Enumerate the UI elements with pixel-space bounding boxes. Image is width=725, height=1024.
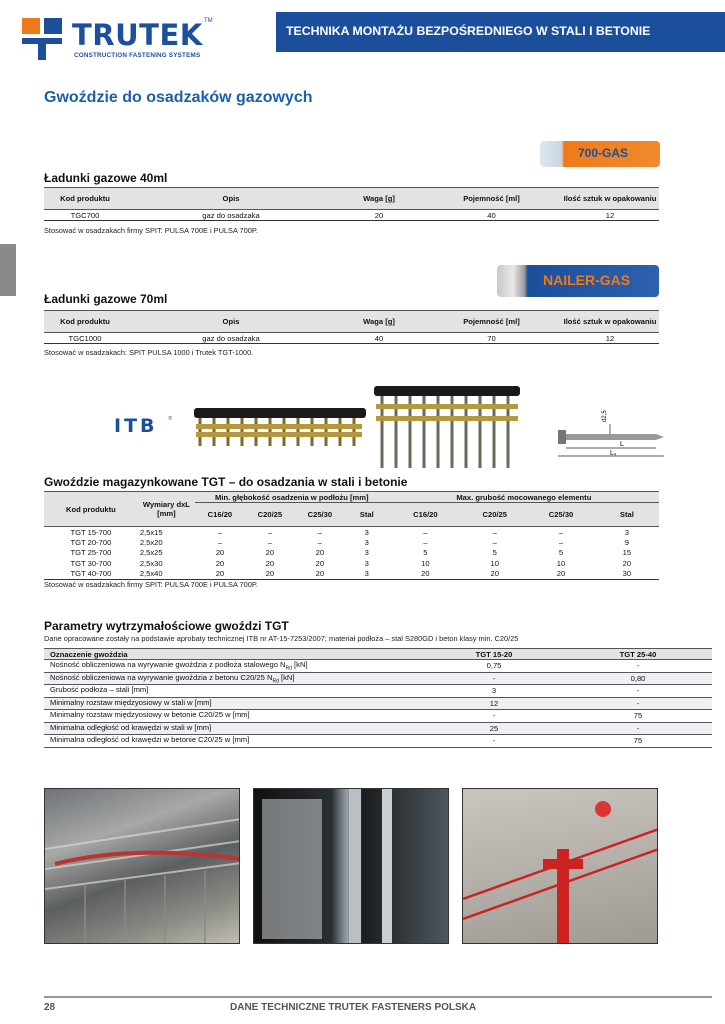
table-row: Minimalna odległość od krawędzi w stali w [mm] 25 - xyxy=(44,722,712,735)
trutek-logo-mark-icon xyxy=(18,14,66,62)
footer-text: DANE TECHNICZNE TRUTEK FASTENERS POLSKA xyxy=(230,1002,477,1013)
nail-strip-long-image xyxy=(372,382,524,474)
gas70-table xyxy=(44,310,659,344)
photo-ceiling-installation xyxy=(44,788,240,944)
gas40-note: Stosować w osadzakach firmy SPIT: PULSA 700E i PULSA 700P. xyxy=(44,226,258,235)
table-row: TGT 20-700 2,5x20 – – – 3 – – – 9 xyxy=(70,537,629,547)
table-row: Nośność obliczeniowa na wyrywanie gwoździa z betonu C20/25 $N_{Rd}$ [kN] - 0,80 xyxy=(44,672,712,685)
diagram-total-length-label: Lₛ xyxy=(610,450,617,457)
col-qty: Ilość sztuk w opakowaniu xyxy=(561,311,659,333)
table-row: TGC1000 gaz do osadzaka 40 70 12 xyxy=(44,333,659,344)
col-tgt15-20: TGT 15-20 xyxy=(424,649,564,660)
table-row: Grubość podłoża – stali [mm] 3 - xyxy=(44,685,712,698)
gas70-note: Stosować w osadzakach: SPIT PULSA 1000 i Trutek TGT-1000. xyxy=(44,348,254,357)
side-tab xyxy=(0,244,16,296)
col-desc: Opis xyxy=(126,311,336,333)
group-max-thickness: Max. grubość mocowanego elementu xyxy=(389,492,659,503)
footer-line xyxy=(44,996,712,998)
table-row: TGT 25-700 2,5x25 20 20 20 3 5 5 5 15 xyxy=(70,548,632,558)
col-weight: Waga [g] xyxy=(336,311,422,333)
col-volume: Pojemność [ml] xyxy=(422,311,561,333)
brand-logo xyxy=(18,14,213,62)
brand-tm: TM xyxy=(204,18,213,24)
table-row: Nośność obliczeniowa na wyrywanie gwoździa z podłoża stalowego $N_{Rd}$ [kN] 0,75 - xyxy=(44,660,712,673)
photo-sprinkler-pipes xyxy=(462,788,658,944)
gas-can-40-label: 700-GAS xyxy=(578,146,629,160)
col-dims: Wymiary dxL [mm] xyxy=(138,492,195,527)
gas-can-70-label: NAILER-GAS xyxy=(543,272,631,288)
nails-table: Kod produktu Wymiary dxL [mm] Min. głębokość osadzenia w podłożu [mm] Max. grubość mocowanego elementu C16/20 C20/25 C25/30 Stal C16/20 C20/25 C25/30 Stal TGT 15-700 2,5x15 – – – 3 – – – 3 TGT 20-700 2,5x20 – – – 3 – – – 9 TGT 25-700 2,5x25 20 20 20 3 5 5 5 15 TGT 30-700 2,5x30 20 20 20 3 10 10 10 20 TGT 40-700 2,5x40 20 20 20 3 20 20 20 30 xyxy=(44,491,659,580)
brand-name: TRUTEK xyxy=(72,18,203,52)
params-title: Parametry wytrzymałościowe gwoździ TGT xyxy=(44,619,289,633)
col-weight: Waga [g] xyxy=(336,188,422,210)
gas-can-40-image xyxy=(540,141,660,167)
col-volume: Pojemność [ml] xyxy=(422,188,561,210)
params-subtitle: Dane opracowane zostały na podstawie aprobaty technicznej ITB nr AT-15-7253/2007; materiał podłoża – stal S280GD i beton klasy min. C20/25 xyxy=(44,634,519,643)
group-min-depth: Min. głębokość osadzenia w podłożu [mm] xyxy=(195,492,389,503)
table-row: TGT 30-700 2,5x30 20 20 20 3 10 10 10 20 xyxy=(70,558,632,568)
header-title: TECHNIKA MONTAŻU BEZPOŚREDNIEGO W STALI I BETONIE xyxy=(286,24,651,38)
col-designation: Oznaczenie gwoździa xyxy=(44,649,424,660)
photo-steel-profiles xyxy=(253,788,449,944)
gas40-table xyxy=(44,187,659,221)
gas-can-70-image xyxy=(497,265,659,297)
diagram-length-label: L xyxy=(620,441,624,448)
nail-strip-short-image xyxy=(192,404,368,450)
col-desc: Opis xyxy=(126,188,336,210)
nails-title: Gwoździe magazynkowane TGT – do osadzania w stali i betonie xyxy=(44,475,408,489)
table-row: Minimalna odległość od krawędzi w betonie C20/25 w [mm] - 75 xyxy=(44,735,712,748)
col-code: Kod produktu xyxy=(44,311,126,333)
gas40-title: Ładunki gazowe 40ml xyxy=(44,171,168,185)
gas70-title: Ładunki gazowe 70ml xyxy=(44,292,168,306)
params-table xyxy=(44,648,712,748)
nails-note: Stosować w osadzakach firmy SPIT: PULSA 700E i PULSA 700P. xyxy=(44,580,258,589)
col-tgt25-40: TGT 25-40 xyxy=(564,649,712,660)
col-code: Kod produktu xyxy=(44,188,126,210)
page-number: 28 xyxy=(44,1002,56,1013)
table-row: TGT 15-700 2,5x15 – – – 3 – – – 3 xyxy=(70,527,629,537)
brand-tagline: CONSTRUCTION FASTENING SYSTEMS xyxy=(74,52,201,59)
table-row: Minimalny rozstaw międzyosiowy w stali w [mm] 12 - xyxy=(44,697,712,710)
itb-logo: ITB ® xyxy=(114,415,172,437)
col-code: Kod produktu xyxy=(44,492,138,527)
table-row: TGC700 gaz do osadzaka 20 40 12 xyxy=(44,210,659,221)
nail-dimension-diagram xyxy=(540,404,680,460)
diagram-diameter-label: d2,5 xyxy=(602,410,608,422)
page-title: Gwoździe do osadzaków gazowych xyxy=(44,89,313,106)
table-row: Minimalny rozstaw międzyosiowy w betonie C20/25 w [mm] - 75 xyxy=(44,710,712,723)
col-qty: Ilość sztuk w opakowaniu xyxy=(561,188,659,210)
table-row: TGT 40-700 2,5x40 20 20 20 3 20 20 20 30 xyxy=(44,569,659,580)
